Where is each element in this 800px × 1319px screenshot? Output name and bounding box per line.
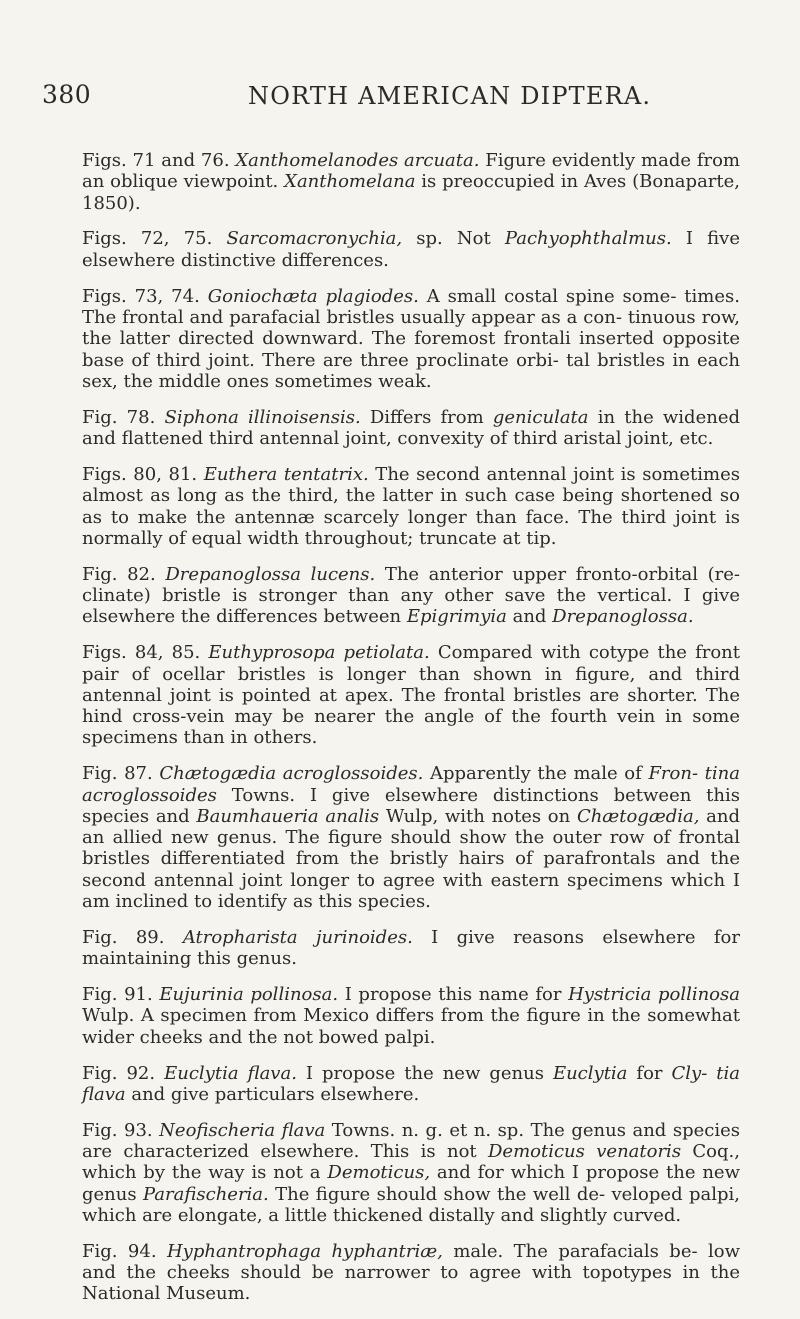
note-text: Coq., which by the way is not a <box>82 1141 740 1184</box>
note-text: Fig. 87. <box>82 763 160 785</box>
page-number: 380 <box>42 80 92 109</box>
taxon-name: Eujurinia pollinosa. <box>159 984 339 1006</box>
note-text: male. The parafacials be- low and the cheeks should be narrower to agree with topotypes in the National Museum. <box>82 1240 740 1305</box>
note-text: Compared with cotype the front pair of ocellar bristles is longer than shown in figure, and third antennal joint is pointed at apex. The frontal bristles are shorter. The hind cross-vein may be nearer the angle of the fourth vein in some specimens than in others. <box>82 642 741 749</box>
note-text: The figure should show the well de- veloped palpi, which are elongate, a little thickened distally and slightly curved. <box>82 1183 740 1226</box>
note-text: The second antennal joint is sometimes almost as long as the third, the latter in such case being shortened so as to make the antennæ scarcely longer than face. The third joint is normally of equal width throughout; truncate at tip. <box>82 463 740 549</box>
note-text: Fig. 82. <box>82 563 166 585</box>
figure-note-paragraph <box>82 150 740 214</box>
figure-note-paragraph <box>82 407 740 450</box>
note-text: Figs. 72, 75. <box>82 228 227 250</box>
note-text: I propose the new genus <box>296 1062 553 1084</box>
note-text: Fig. 89. <box>82 926 183 948</box>
figure-note-paragraph <box>82 564 740 628</box>
running-title: NORTH AMERICAN DIPTERA. <box>248 82 652 110</box>
taxon-name: Parafischeria. <box>143 1183 269 1205</box>
note-text: I give reasons elsewhere for maintaining this genus. <box>82 926 740 970</box>
note-text: Fig. 92. <box>82 1062 165 1084</box>
taxon-name: Fron- tina acroglossoides <box>82 763 740 806</box>
note-text: I propose this name for <box>338 984 569 1006</box>
note-text: A small costal spine some- times. The frontal and parafacial bristles usually appear as a con- tinuous row, the latter directed downward. The foremost frontali inserted opposite base of third joint. There are three proclinate orbi- tal bristles in each sex, the middle ones sometimes weak. <box>82 285 740 392</box>
figure-note-paragraph <box>82 984 740 1048</box>
note-text: in the widened and flattened third antennal joint, convexity of third aristal joint, etc. <box>82 406 741 450</box>
note-text: and give particulars elsewhere. <box>125 1083 420 1105</box>
figure-note-paragraph <box>82 464 740 549</box>
taxon-name: Xanthomelana <box>284 171 416 193</box>
figure-note-paragraph <box>82 1241 740 1305</box>
taxon-name: Hystricia pollinosa <box>568 984 740 1006</box>
taxon-name: Neofischeria flava <box>159 1119 326 1141</box>
taxon-name: Drepanoglossa. <box>552 606 694 628</box>
taxon-name: Goniochæta plagiodes. <box>207 285 419 307</box>
note-text: is preoccupied in Aves (Bonaparte, 1850). <box>82 171 741 214</box>
note-text: Differs from <box>360 406 493 428</box>
taxon-name: Baumhaueria analis <box>196 805 380 827</box>
figure-note-paragraph <box>82 286 740 392</box>
taxon-name: Euclytia <box>552 1062 628 1084</box>
note-text: and <box>506 606 553 628</box>
note-text: Towns. I give elsewhere distinctions between this species and <box>82 784 740 827</box>
note-text: Figs. 80, 81. <box>82 463 204 485</box>
figure-note-paragraph <box>82 763 740 912</box>
taxon-name: Xanthomelanodes arcuata. <box>235 150 480 171</box>
note-text: Fig. 94. <box>82 1240 167 1262</box>
taxon-name: Atropharista jurinoides. <box>182 926 413 948</box>
taxon-name: Euthyprosopa petiolata. <box>208 642 430 664</box>
figure-note-paragraph <box>82 228 740 271</box>
note-text: The anterior upper fronto-orbital (re- clinate) bristle is stronger than any other save the vertical. I give elsewhere the differences between <box>82 563 740 628</box>
note-text: Figs. 73, 74. <box>82 285 208 307</box>
note-text: for <box>627 1062 672 1084</box>
note-text: Fig. 78. <box>82 406 165 428</box>
taxon-name: Chætogædia, <box>576 805 700 827</box>
taxon-name: Demoticus venatoris <box>488 1141 682 1163</box>
note-text: Figure evidently made from an oblique viewpoint. <box>82 150 740 193</box>
taxon-name: Drepanoglossa lucens. <box>165 563 376 585</box>
figure-note-paragraph <box>82 642 740 748</box>
note-text: Fig. 93. <box>82 1119 160 1141</box>
note-text: Fig. 91. <box>82 984 160 1006</box>
note-text: sp. Not <box>402 228 505 250</box>
note-text: and for which I propose the new genus <box>82 1162 740 1205</box>
taxon-name: Epigrimyia <box>406 606 507 628</box>
taxon-name: Euthera tentatrix. <box>203 463 369 485</box>
taxon-name: Demoticus, <box>327 1162 431 1184</box>
note-text: I five elsewhere distinctive differences. <box>82 228 740 271</box>
note-text: and an allied new genus. The figure should show the outer row of frontal bristles differentiated from the bristly hairs of parafrontals and the second antennal joint longer to agree with eastern specimens which I am inclined to identify as this species. <box>82 805 741 913</box>
note-text: Apparently the male of <box>423 763 649 785</box>
taxon-name: Euclytia flava. <box>164 1062 297 1084</box>
note-text: Towns. n. g. et n. sp. The genus and species are characterized elsewhere. This is not <box>82 1119 740 1163</box>
taxon-name: Pachyophthalmus. <box>504 228 672 250</box>
taxon-name: Cly- tia flava <box>82 1062 741 1105</box>
taxon-name: geniculata <box>492 406 589 428</box>
figure-note-paragraph <box>82 1120 740 1226</box>
note-text: Wulp, with notes on <box>379 805 577 827</box>
taxon-name: Siphona illinoisensis. <box>164 406 361 428</box>
note-text: Figs. 71 and 76. <box>82 150 236 171</box>
figure-notes-text <box>82 150 740 1319</box>
figure-note-paragraph <box>82 927 740 970</box>
taxon-name: Hyphantrophaga hyphantriæ, <box>166 1240 443 1262</box>
taxon-name: Sarcomacronychia, <box>226 228 403 250</box>
figure-note-paragraph <box>82 1063 740 1106</box>
note-text: Figs. 84, 85. <box>82 642 209 664</box>
taxon-name: Chætogædia acroglossoides. <box>159 763 424 785</box>
note-text: Wulp. A specimen from Mexico differs from the figure in the somewhat wider cheeks and the not bowed palpi. <box>82 1005 740 1048</box>
